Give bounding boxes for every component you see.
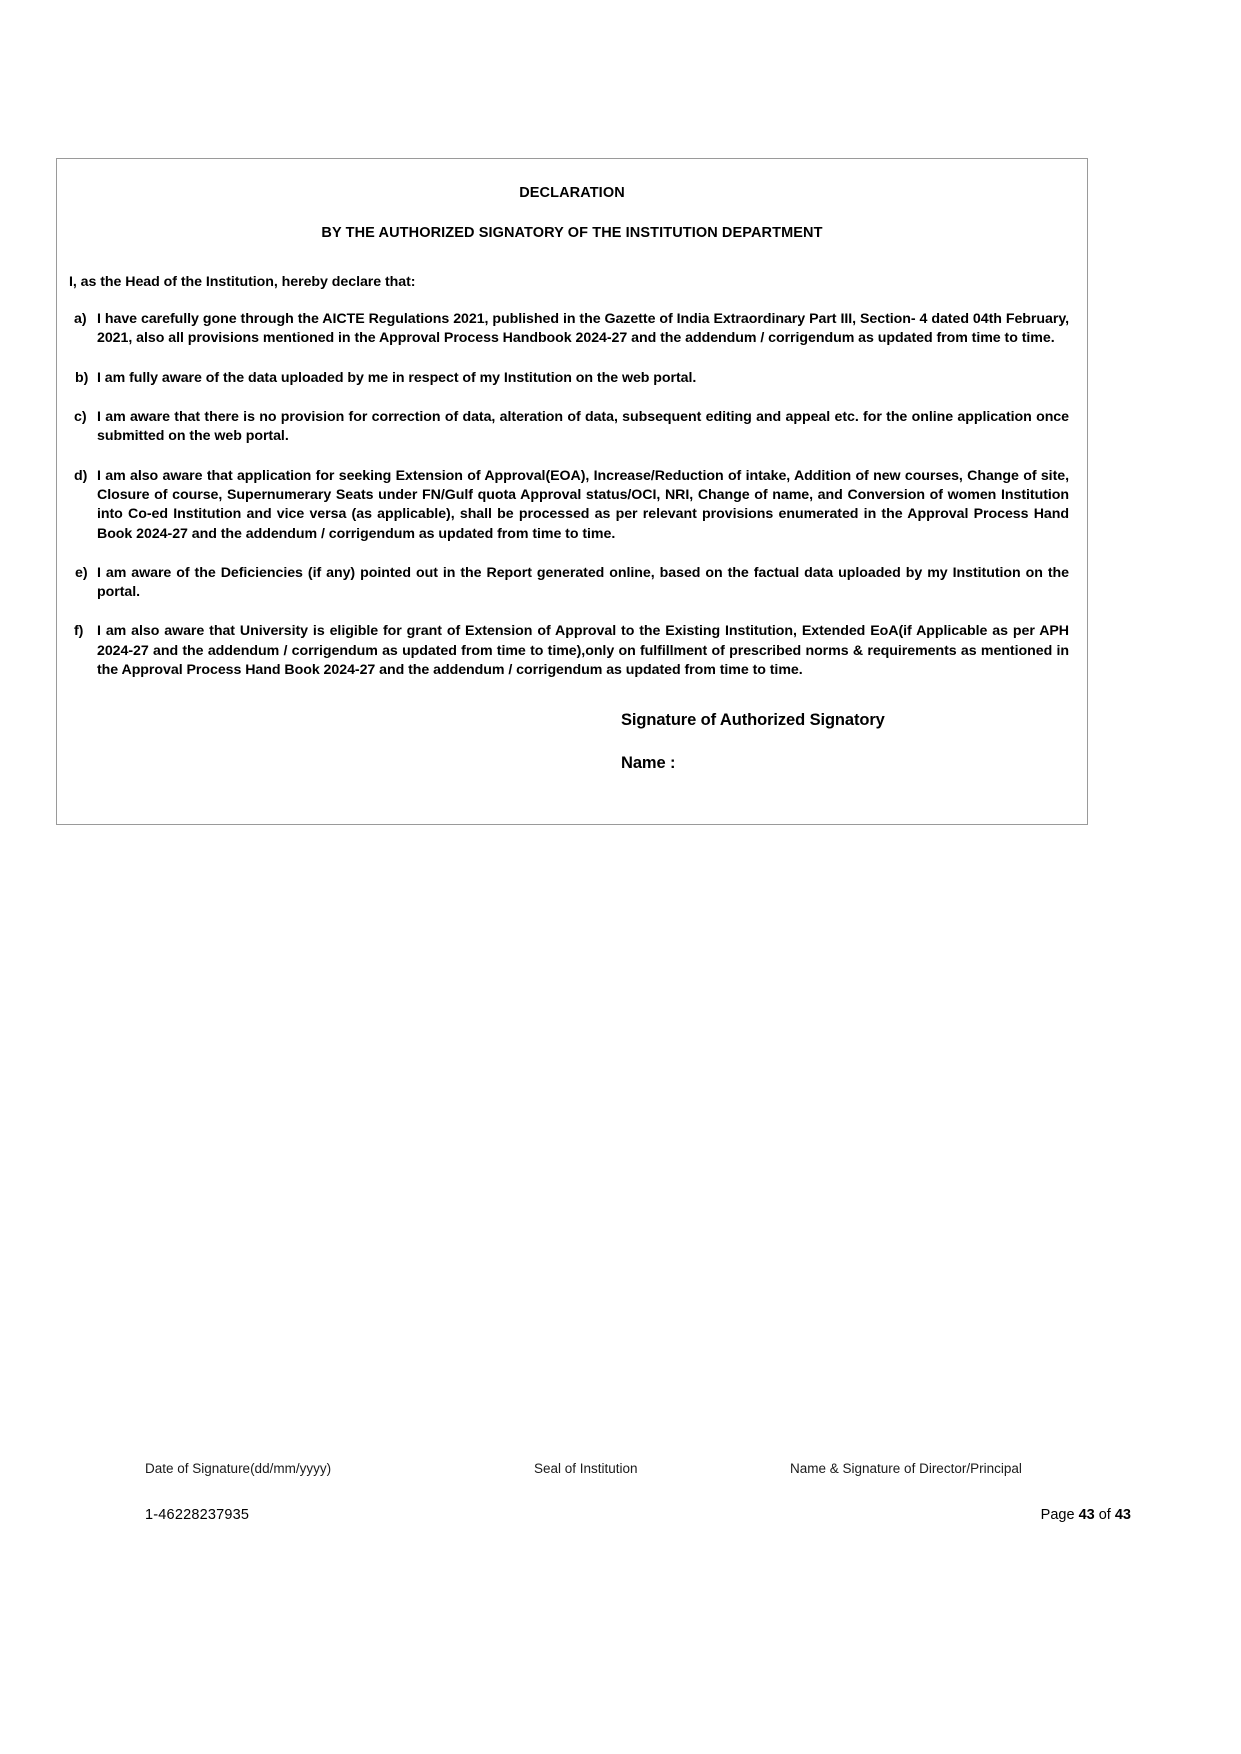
declaration-title: DECLARATION bbox=[519, 185, 625, 201]
signature-block bbox=[621, 711, 1051, 773]
declaration-subtitle: BY THE AUTHORIZED SIGNATORY OF THE INSTITUTION DEPARTMENT bbox=[321, 225, 823, 241]
clause-marker: d) bbox=[74, 467, 88, 484]
clause-item bbox=[69, 564, 1069, 603]
clause-text: I have carefully gone through the AICTE Regulations 2021, published in the Gazette of India Extraordinary Part III, Section- 4 dated 04th February, 2021, also all provisions mentioned in the Approval Process Handbook 2024-27 and the addendum / corrigendum as updated from time to time. bbox=[97, 311, 1069, 347]
clause-item bbox=[69, 467, 1069, 544]
page-label: Page bbox=[1040, 1507, 1075, 1523]
declaration-box bbox=[56, 158, 1088, 825]
signature-of-authorized-signatory-label: Signature of Authorized Signatory bbox=[621, 711, 885, 729]
clause-marker: c) bbox=[74, 408, 87, 425]
clause-item bbox=[69, 408, 1069, 447]
declaration-intro: I, as the Head of the Institution, hereby declare that: bbox=[69, 274, 416, 290]
date-of-signature-label: Date of Signature(dd/mm/yyyy) bbox=[145, 1461, 332, 1476]
signatory-name-label: Name : bbox=[621, 754, 676, 772]
page-total: 43 bbox=[1114, 1507, 1131, 1523]
clause-item bbox=[69, 369, 1069, 388]
clause-text: I am also aware that application for seeking Extension of Approval(EOA), Increase/Reduction of intake, Addition of new courses, Change of site, Closure of course, Supernumerary Seats under FN/Gulf quota Approval status/OCI, NRI, Change of name, and Conversion of women Institution into Co-ed Institution and vice versa (as applicable), shall be processed as per relevant provisions enumerated in the Approval Process Hand Book 2024-27 and the addendum / corrigendum as updated from time to time. bbox=[97, 467, 1069, 542]
clause-text: I am fully aware of the data uploaded by me in respect of my Institution on the web portal. bbox=[97, 369, 697, 386]
clause-text: I am also aware that University is eligible for grant of Extension of Approval to the Existing Institution, Extended EoA(if Applicable as per APH 2024-27 and the addendum / corrigendum as updated from time to time),only on fulfillment of prescribed norms & requirements as mentioned in the Approval Process Hand Book 2024-27 and the addendum / corrigendum as updated from time to time. bbox=[97, 623, 1069, 679]
declaration-body bbox=[57, 274, 1087, 680]
director-signature-label: Name & Signature of Director/Principal bbox=[790, 1461, 1022, 1476]
declaration-headings bbox=[57, 159, 1087, 241]
page-of-label: of bbox=[1098, 1507, 1111, 1523]
clause-marker: f) bbox=[74, 623, 84, 640]
clause-item bbox=[69, 622, 1069, 680]
clause-marker: e) bbox=[75, 564, 88, 581]
clause-marker: b) bbox=[75, 369, 89, 386]
page-current: 43 bbox=[1078, 1507, 1095, 1523]
declaration-clause-list bbox=[69, 310, 1069, 680]
clause-text: I am aware of the Deficiencies (if any) pointed out in the Report generated online, based on the factual data uploaded by my Institution on the portal. bbox=[97, 564, 1069, 601]
document-id: 1-46228237935 bbox=[145, 1507, 250, 1523]
clause-item bbox=[69, 310, 1069, 349]
seal-of-institution-label: Seal of Institution bbox=[534, 1461, 638, 1476]
clause-marker: a) bbox=[74, 311, 87, 327]
page-number bbox=[1041, 1507, 1131, 1523]
footer-meta-row bbox=[0, 1507, 1241, 1531]
clause-text: I am aware that there is no provision for correction of data, alteration of data, subsequent editing and appeal etc. for the online application once submitted on the web portal. bbox=[97, 408, 1069, 445]
footer-labels-row bbox=[0, 1461, 1241, 1483]
